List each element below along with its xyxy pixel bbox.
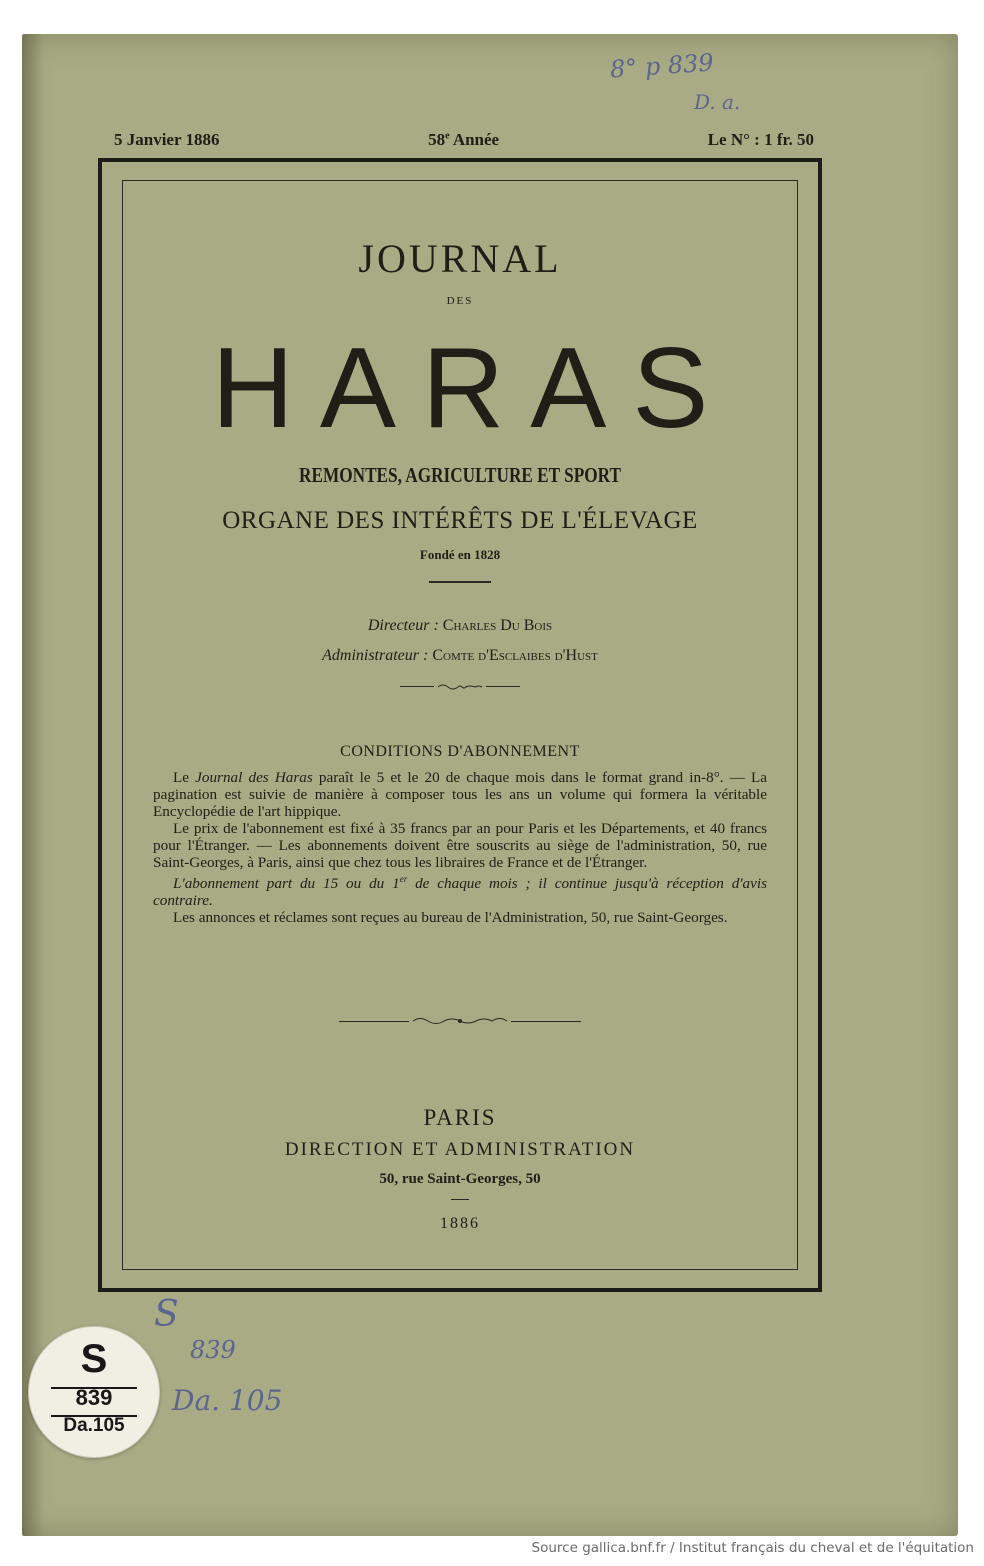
publication-year: 1886	[440, 1215, 480, 1232]
subtitle: REMONTES, AGRICULTURE ET SPORT	[299, 463, 621, 487]
inner-frame	[122, 180, 798, 1270]
journal-cover	[22, 34, 958, 1536]
spine-shadow	[22, 34, 44, 1536]
director-line: Directeur : Charles Du Bois	[367, 617, 553, 634]
conditions-paragraph-1: Le Journal des Haras paraît le 5 et le 20 de chaque mois dans le format grand in-8°. — La pagination est suivie de manière à composer tous les ans un volume qui formera la véritable Encyclopédie de l'art hippique.	[153, 769, 767, 820]
cover-header-line	[114, 130, 814, 150]
stamp-letter: S	[80, 1337, 108, 1381]
administrator-line: Administrateur : Comte d'Esclaibes d'Hust	[322, 647, 598, 664]
outer-frame	[98, 158, 822, 1292]
direction-line: DIRECTION ET ADMINISTRATION	[284, 1139, 636, 1160]
conditions-paragraph-4: Les annonces et réclames sont reçues au bureau de l'Administration, 50, rue Saint-Georges.	[173, 909, 728, 927]
ornament-divider-2	[123, 1015, 797, 1027]
city: PARIS	[423, 1105, 497, 1130]
handwritten-code: Da. 105	[172, 1384, 283, 1417]
handwritten-number: 839	[190, 1336, 236, 1364]
volume-year: 58e Année	[428, 130, 500, 149]
handwritten-code-top: D. a.	[694, 90, 741, 114]
organe-line: ORGANE DES INTÉRÊTS DE L'ÉLEVAGE	[222, 507, 698, 534]
issue-date: 5 Janvier 1886	[114, 130, 220, 149]
library-stamp	[28, 1326, 160, 1458]
title-journal: JOURNAL	[358, 236, 562, 281]
founded-line: Fondé en 1828	[419, 547, 501, 562]
title-haras: HARAS	[211, 325, 735, 452]
handwritten-s: S	[154, 1294, 179, 1335]
conditions-text	[153, 769, 767, 926]
conditions-paragraph-3: L'abonnement part du 15 ou du 1er de chaque mois ; il continue jusqu'à réception d'avis contraire.	[153, 874, 767, 910]
address-line: 50, rue Saint-Georges, 50	[379, 1171, 541, 1187]
handwritten-shelfmark-top: 8° p 839	[609, 48, 715, 84]
stamp-code: Da.105	[63, 1415, 125, 1436]
small-rule	[451, 1199, 469, 1200]
title-des: DES	[446, 295, 474, 307]
ornament-divider	[123, 681, 797, 692]
divider-rule	[429, 581, 491, 583]
source-credit: Source gallica.bnf.fr / Institut français du cheval et de l'équitation	[531, 1540, 974, 1556]
conditions-title: CONDITIONS D'ABONNEMENT	[340, 743, 580, 760]
issue-price: Le N° : 1 fr. 50	[707, 130, 814, 149]
conditions-paragraph-2: Le prix de l'abonnement est fixé à 35 francs par an pour Paris et les Départements, et 40 francs pour l'Étranger. — Les abonnements doivent être souscrits au siège de l'administration, 50, rue Saint-Georges, à Paris, ainsi que chez tous les libraires de France et de l'Étranger.	[153, 820, 767, 871]
stamp-number: 839	[75, 1385, 113, 1410]
